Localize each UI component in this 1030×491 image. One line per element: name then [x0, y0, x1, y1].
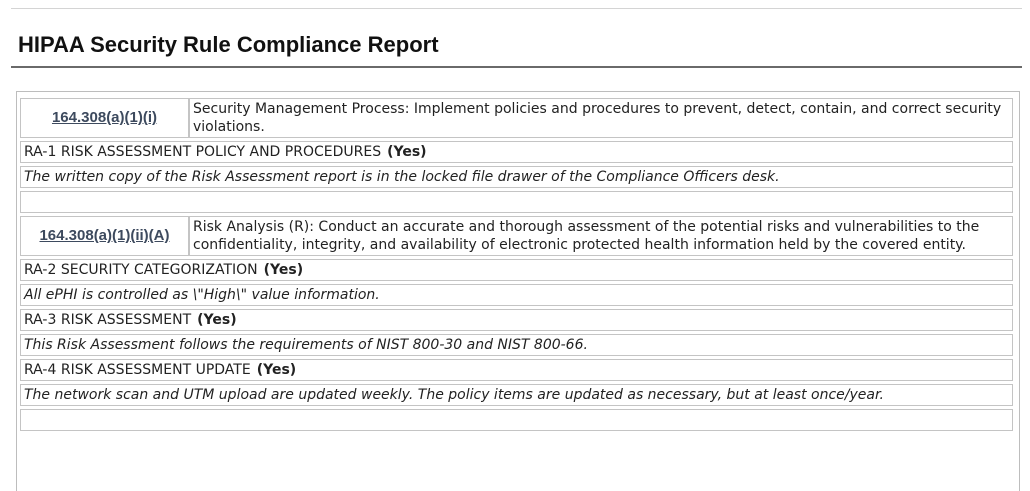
control-name: RA-4 RISK ASSESSMENT UPDATE [24, 362, 251, 378]
control-cell [20, 141, 1013, 163]
requirement-row [20, 216, 1013, 256]
page-title: HIPAA Security Rule Compliance Report [18, 32, 439, 57]
requirement-code-cell [20, 216, 189, 256]
requirement-code-link[interactable]: 164.308(a)(1)(ii)(A) [39, 227, 170, 244]
requirement-code-link[interactable]: 164.308(a)(1)(i) [51, 109, 158, 126]
control-note-row [20, 284, 1013, 306]
control-row [20, 259, 1013, 281]
section-spacer [20, 191, 1013, 213]
control-note: This Risk Assessment follows the requirements of NIST 800-30 and NIST 800-66. [20, 334, 1013, 356]
control-name: RA-3 RISK ASSESSMENT [24, 312, 192, 328]
control-row [20, 141, 1013, 163]
empty-cell [20, 409, 1013, 431]
control-cell [20, 309, 1013, 331]
empty-cell [20, 191, 1013, 213]
control-row [20, 309, 1013, 331]
control-note: All ePHI is controlled as \"High\" value information. [20, 284, 1013, 306]
control-name: RA-1 RISK ASSESSMENT POLICY AND PROCEDURES [24, 144, 382, 160]
control-status: (Yes) [197, 312, 237, 328]
control-note-row [20, 166, 1013, 188]
requirement-description: Security Management Process: Implement policies and procedures to prevent, detect, contain, and correct security violations. [189, 98, 1013, 138]
control-note: The written copy of the Risk Assessment report is in the locked file drawer of the Compliance Officers desk. [20, 166, 1013, 188]
requirement-row [20, 98, 1013, 138]
control-note-row [20, 384, 1013, 406]
requirement-description: Risk Analysis (R): Conduct an accurate and thorough assessment of the potential risks and vulnerabilities to the confidentiality, integrity, and availability of electronic protected health information held by the covered entity. [189, 216, 1013, 256]
control-status: (Yes) [256, 362, 297, 378]
control-cell [20, 259, 1013, 281]
compliance-table [20, 95, 1013, 434]
control-cell [20, 359, 1013, 381]
top-divider [11, 8, 1022, 9]
control-status: (Yes) [387, 144, 427, 160]
section-spacer [20, 409, 1013, 431]
control-note: The network scan and UTM upload are updated weekly. The policy items are updated as necessary, but at least once/year. [20, 384, 1013, 406]
control-note-row [20, 334, 1013, 356]
control-name: RA-2 SECURITY CATEGORIZATION [24, 262, 258, 278]
requirement-code-cell [20, 98, 189, 138]
control-row [20, 359, 1013, 381]
title-divider [11, 66, 1022, 68]
control-status: (Yes) [263, 262, 304, 278]
